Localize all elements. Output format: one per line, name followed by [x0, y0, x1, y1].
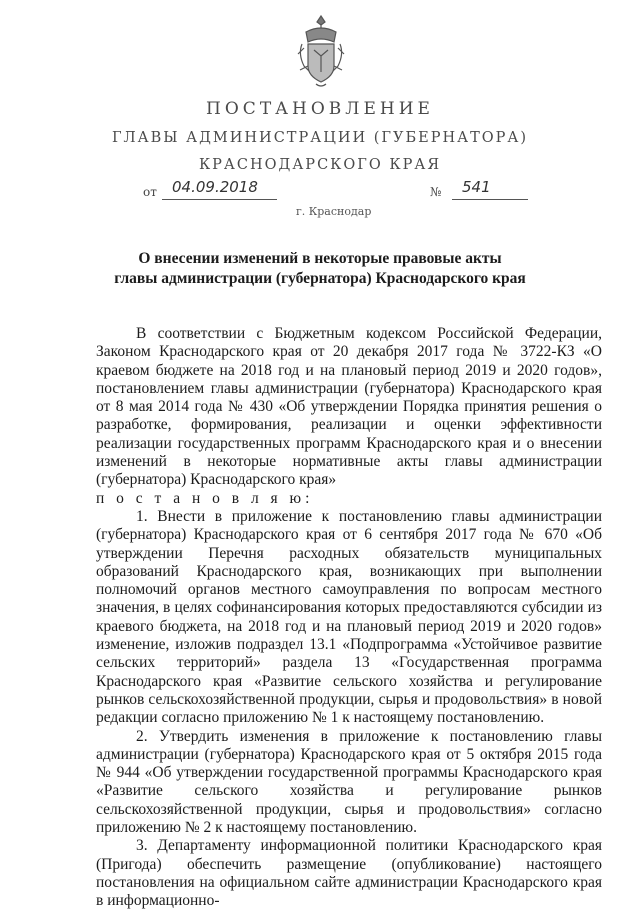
- document-body: [96, 325, 602, 911]
- resolve-word: п о с т а н о в л я ю:: [96, 489, 314, 507]
- document-date: 04.09.2018: [172, 178, 258, 196]
- coat-of-arms-emblem: [296, 14, 346, 90]
- number-prefix: №: [430, 185, 442, 199]
- issuer-heading: ГЛАВЫ АДМИНИСТРАЦИИ (ГУБЕРНАТОРА): [111, 130, 529, 146]
- document-title-line-1: О внесении изменений в некоторые правовые акты: [138, 250, 502, 267]
- document-type-heading: ПОСТАНОВЛЕНИЕ: [206, 99, 434, 119]
- region-heading: КРАСНОДАРСКОГО КРАЯ: [198, 157, 442, 173]
- number-underline: [452, 199, 528, 200]
- item-2-paragraph: 2. Утвердить изменения в приложение к постановлению главы администрации (губернатора) Краснодарского края от 5 октября 2015 года № 944 «Об утверждении государственной программы Краснодарского края «Развитие сельского хозяйства и регулирование рынков сельскохозяйственной продукции, сырья и продовольствия» согласно приложению № 2 к настоящему постановлению.: [96, 727, 602, 837]
- item-3-paragraph: 3. Департаменту информационной политики Краснодарского края (Пригода) обеспечить размещение (опубликование) настоящего постановления на официальном сайте администрации Краснодарского края в информационно-: [96, 837, 602, 910]
- document-number: 541: [462, 178, 491, 196]
- intro-paragraph: В соответствии с Бюджетным кодексом Российской Федерации, Законом Краснодарского края от 20 декабря 2017 года № 3722-КЗ «О краевом бюджете на 2018 год и на плановый период 2019 и 2020 годов», постановлением главы администрации (губернатора) Краснодарского края от 8 мая 2014 года № 430 «Об утверждении Порядка принятия решения о разработке, формирования, реализации и оценки эффективности реализации государственных программ Краснодарского края и о внесении изменений в некоторые нормативные акты главы администрации (губернатора) Краснодарского края»: [96, 325, 602, 489]
- date-underline: [162, 199, 277, 200]
- document-title-line-2: главы администрации (губернатора) Краснодарского края: [114, 270, 526, 287]
- item-1-paragraph: 1. Внести в приложение к постановлению главы администрации (губернатора) Краснодарского края от 6 сентября 2017 года № 670 «Об утверждении Перечня расходных обязательств муниципальных образований Краснодарского края, возникающих при выполнении полномочий органов местного самоуправления по вопросам местного значения, в целях софинансирования которых предоставляются субсидии из краевого бюджета, на 2018 год и на плановый период 2019 и 2020 годов» изменение, изложив подраздел 13.1 «Подпрограмма «Устойчивое развитие сельских территорий» раздела 13 «Государственная программа Краснодарского края «Развитие сельского хозяйства и регулирование рынков сельскохозяйственной продукции, сырья и продовольствия» в новой редакции согласно приложению № 1 к настоящему постановлению.: [96, 507, 602, 727]
- city: г. Краснодар: [296, 205, 372, 218]
- date-prefix: от: [143, 185, 157, 199]
